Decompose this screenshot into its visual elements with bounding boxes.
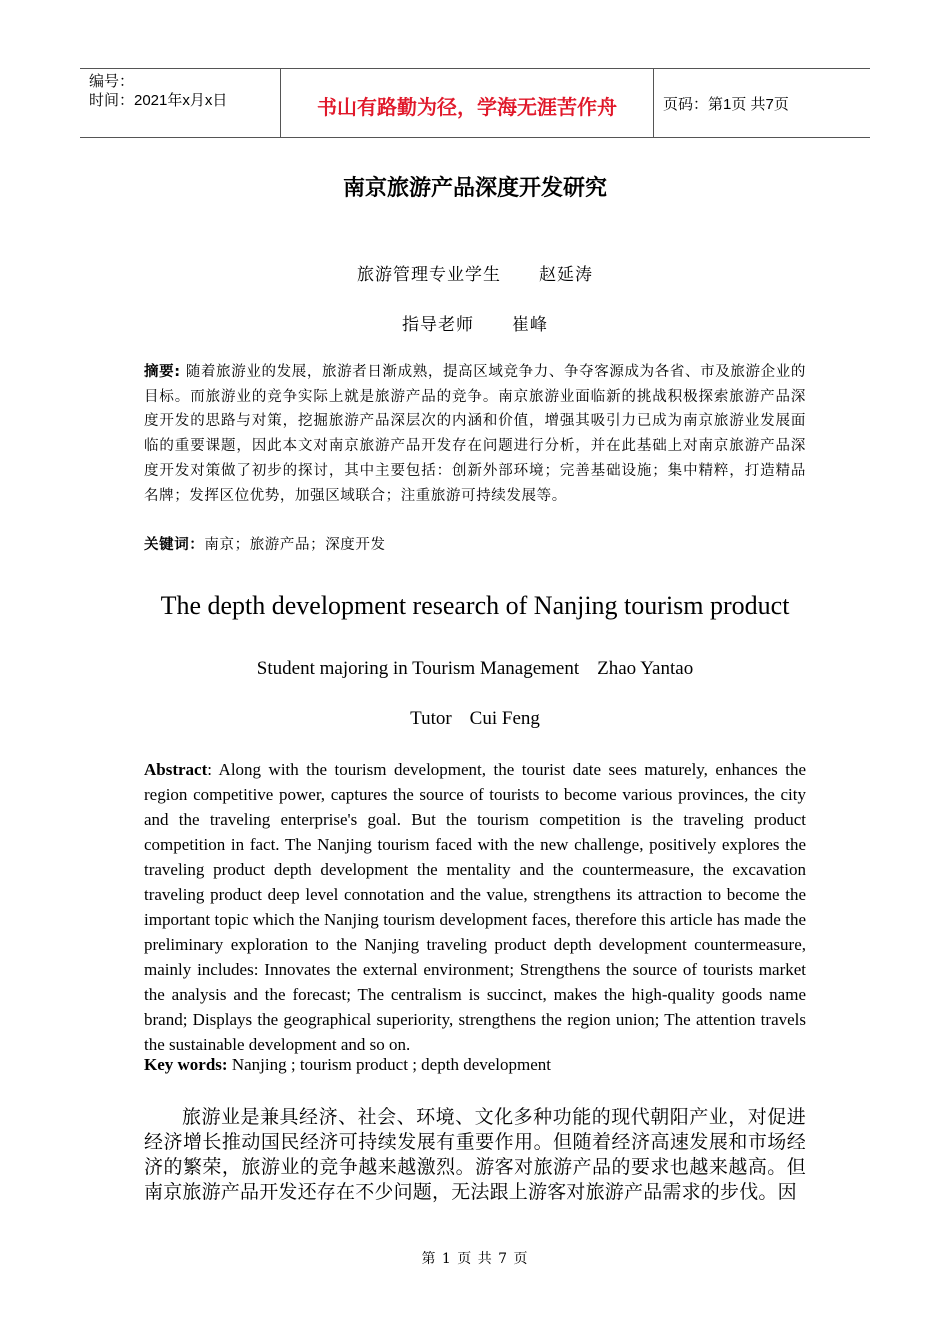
keywords-en [144, 1055, 551, 1075]
title-en: The depth development research of Nanjing tourism product [160, 591, 790, 620]
page-info: 页码：第1页 共7页 [663, 95, 789, 113]
tutor-cn-name: 崔峰 [512, 315, 548, 335]
author-cn-name: 赵延涛 [539, 265, 593, 285]
author-cn-role: 旅游管理专业学生 [357, 265, 501, 285]
author-en-role: Student majoring in Tourism Management [256, 658, 580, 679]
motto: 书山有路勤为径，学海无涯苦作舟 [281, 69, 654, 137]
author-en-line [0, 658, 950, 680]
author-en-name: Zhao Yantao [597, 658, 694, 679]
abstract-en-label: Abstract [144, 760, 208, 779]
title-cn: 南京旅游产品深度开发研究 [342, 176, 607, 201]
keywords-en-text: Nanjing ; tourism product ; depth development [227, 1055, 551, 1074]
keywords-cn [144, 533, 386, 554]
tutor-en-role: Tutor [410, 708, 452, 729]
header-table [80, 68, 870, 138]
abstract-cn-label: 摘要: [144, 364, 181, 380]
abstract-en [144, 757, 806, 1057]
keywords-en-label: Key words: [144, 1055, 228, 1074]
page-footer: 第 1 页 共 7 页 [421, 1251, 529, 1267]
tutor-cn-line [0, 310, 950, 335]
number-label: 编号： [89, 73, 135, 90]
tutor-en-name: Cui Feng [469, 708, 540, 729]
abstract-cn [144, 360, 806, 508]
header-left-cell [80, 69, 281, 137]
tutor-en-line [0, 708, 950, 730]
abstract-en-text: : Along with the tourism development, the tourist date sees maturely, enhances the region competitive power, captures the source of tourists to become various provinces, the city and the traveling enterprise's goal. But the tourism competition is the traveling product competition in fact. The Nanjing tourism faced with the new challenge, positively explores the traveling product depth development the mentality and the countermeasure, the excavation traveling product deep level connotation and the value, strengthens its attraction to become the important topic which the Nanjing tourism development faces, therefore this article has made the preliminary exploration to the Nanjing traveling product depth development countermeasure, mainly includes: Innovates the external environment; Strengthens the source of tourists market the analysis and the forecast; The centralism is succinct, makes the high-quality goods name brand; Displays the geographical superiority, strengthens the region union; The attention travels the sustainable development and so on. [144, 760, 806, 1054]
abstract-cn-text: 随着旅游业的发展，旅游者日渐成熟，提高区域竞争力、争夺客源成为各省、市及旅游企业的目标。而旅游业的竞争实际上就是旅游产品的竞争。南京旅游业面临新的挑战积极探索旅游产品深度开发的思路与对策，挖掘旅游产品深层次的内涵和价值，增强其吸引力已成为南京旅游业发展面临的重要课题，因此本文对南京旅游产品开发存在问题进行分析，并在此基础上对南京旅游产品深度开发对策做了初步的探讨，其中主要包括：创新外部环境；完善基础设施；集中精粹，打造精品名牌；发挥区位优势，加强区域联合；注重旅游可持续发展等。 [144, 364, 806, 504]
keywords-cn-label: 关键词： [144, 537, 205, 553]
keywords-cn-text: 南京；旅游产品；深度开发 [204, 537, 386, 553]
tutor-cn-role: 指导老师 [402, 315, 474, 335]
body-paragraph: 旅游业是兼具经济、社会、环境、文化多种功能的现代朝阳产业，对促进经济增长推动国民经济可持续发展有重要作用。但随着经济高速发展和市场经济的繁荣，旅游业的竞争越来越激烈。游客对旅游产品的要求也越来越高。但南京旅游产品开发还存在不少问题，无法跟上游客对旅游产品需求的步伐。因 [144, 1106, 806, 1203]
author-cn-line [0, 260, 950, 285]
time-label: 时间：2021年x月x日 [89, 92, 228, 109]
